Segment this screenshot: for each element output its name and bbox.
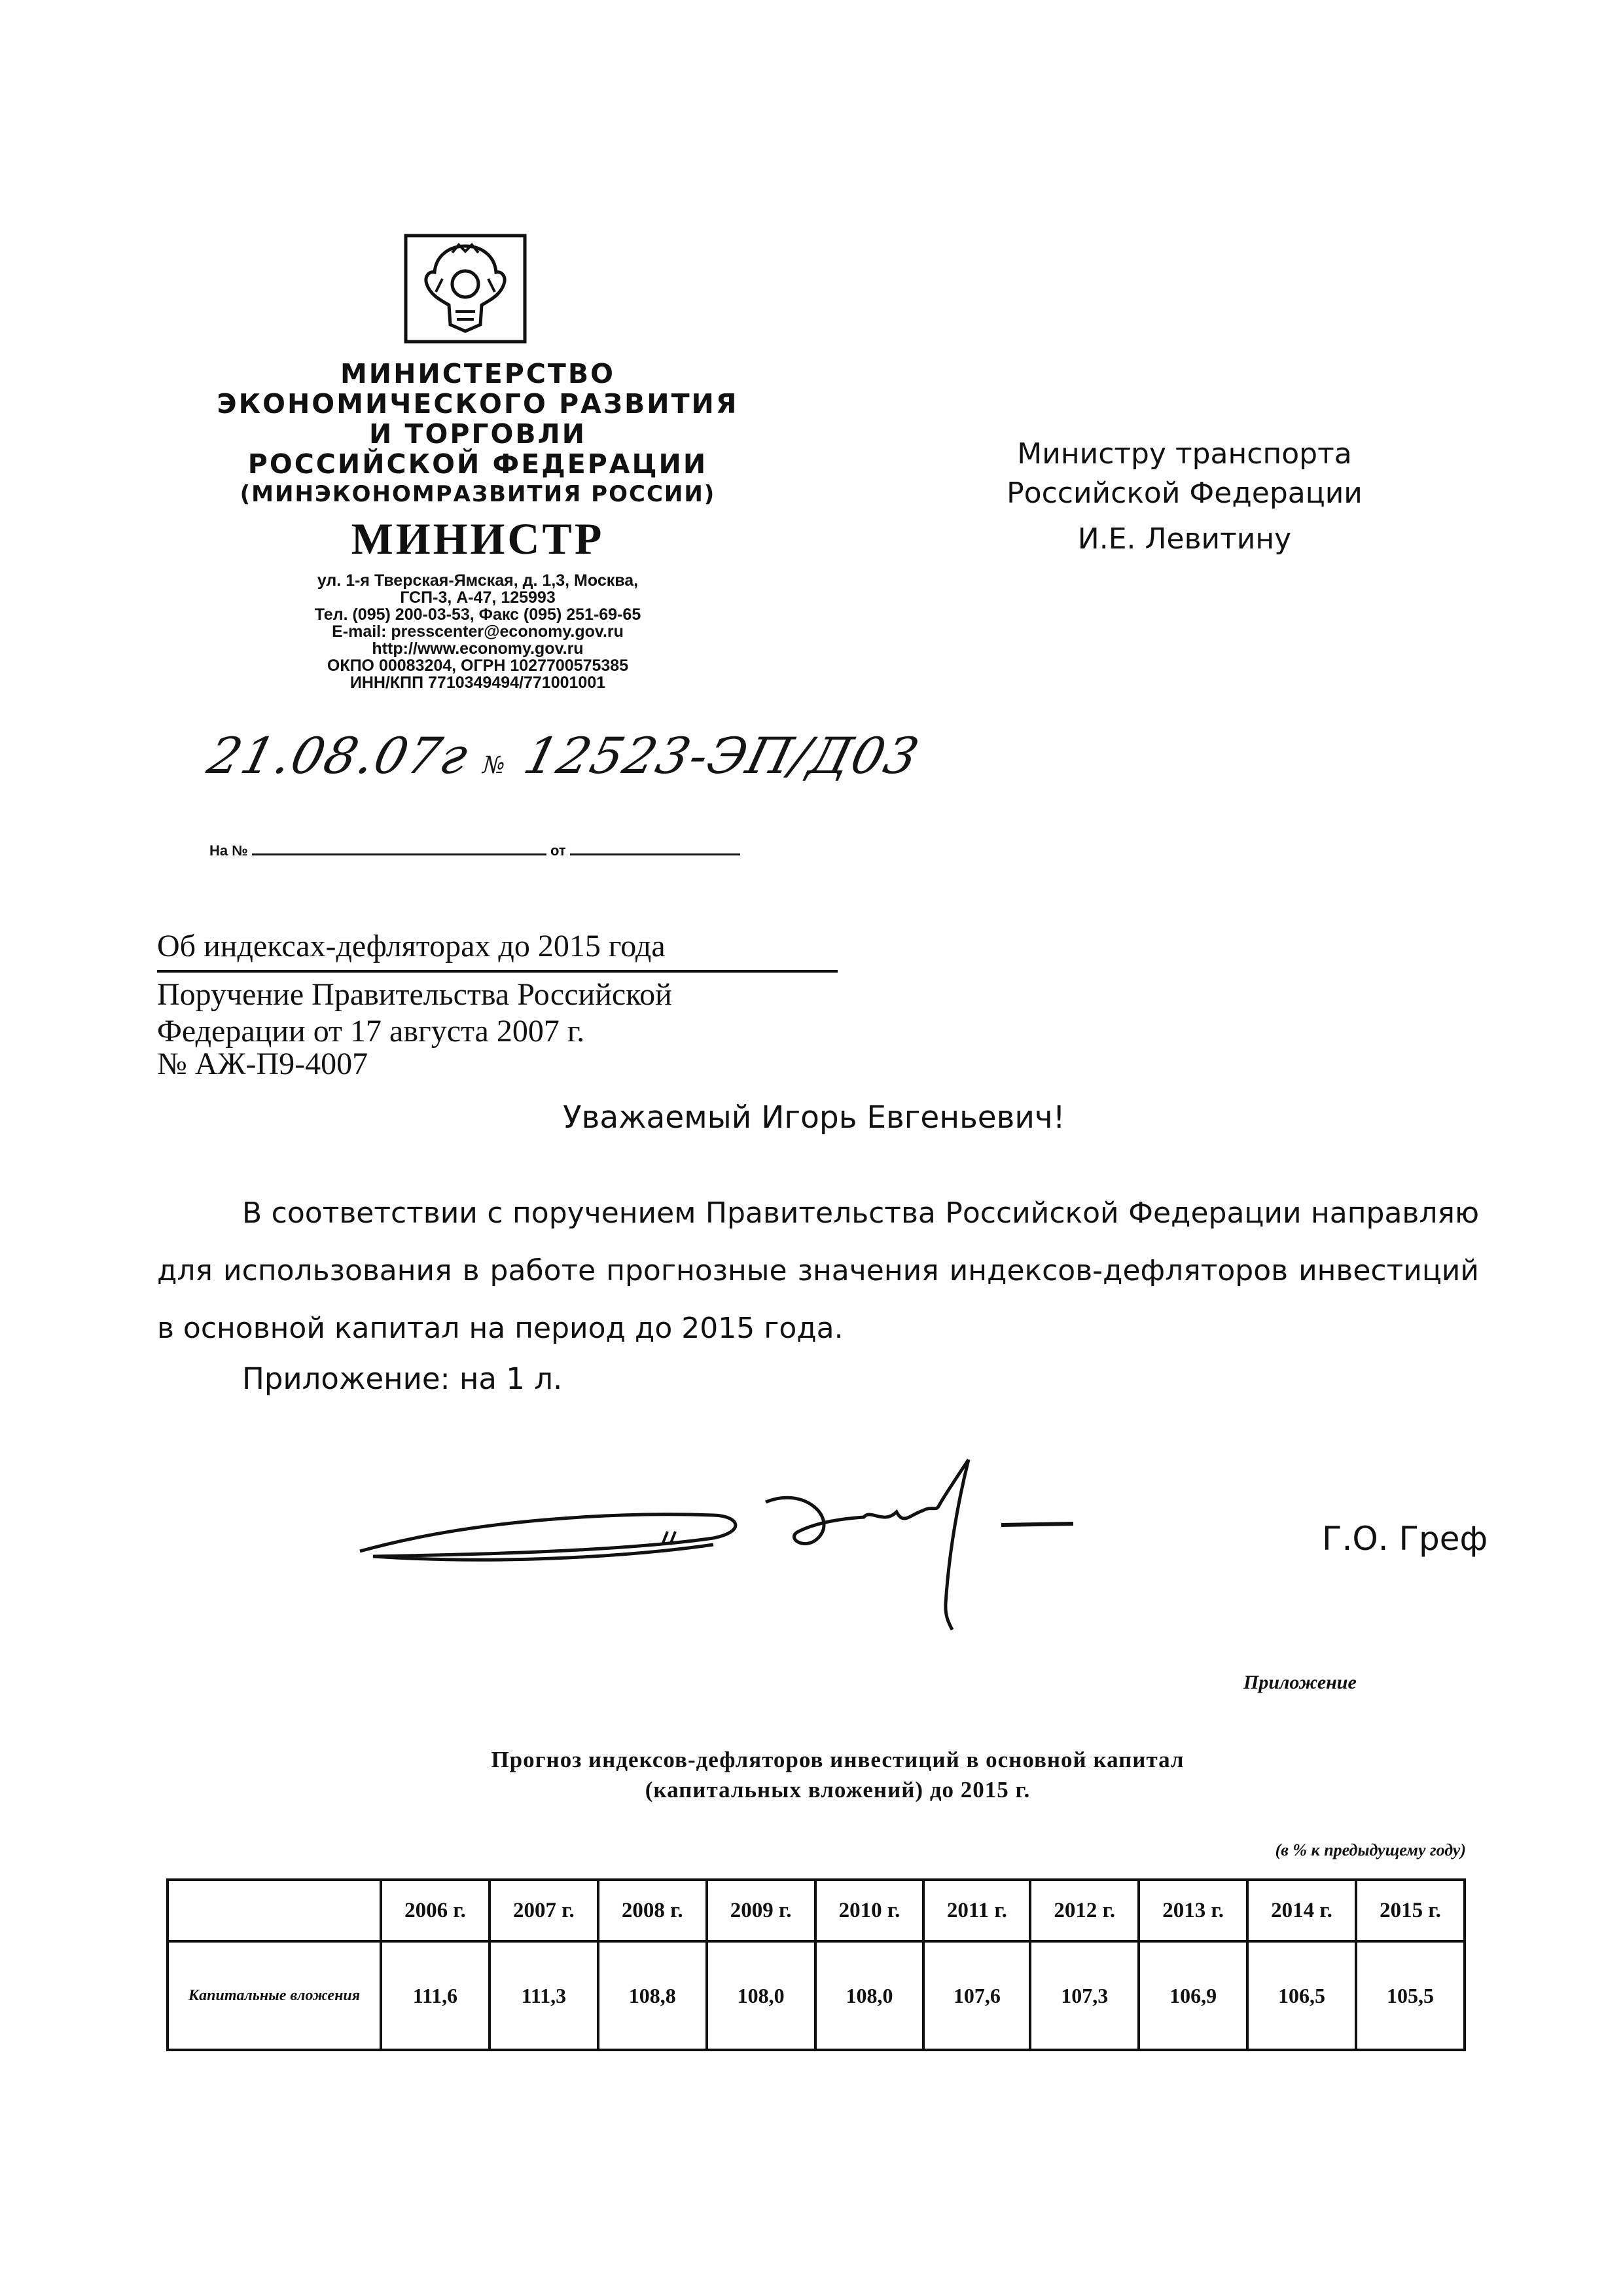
contact-line: http://www.economy.gov.ru (372, 639, 584, 658)
ministry-name (216, 359, 740, 479)
appendix-title-line: (капитальных вложений) до 2015 г. (645, 1777, 1031, 1803)
addressee-line: Российской Федерации (1007, 476, 1363, 510)
deflator-forecast-table (166, 1878, 1466, 2051)
table-corner-cell (168, 1880, 381, 1941)
table-units: (в % к предыдущему году) (1275, 1840, 1466, 1859)
table-cell: 108,8 (598, 1941, 707, 2050)
contact-line: Тел. (095) 200-03-53, Факс (095) 251-69-65 (314, 605, 641, 624)
sender-contacts (216, 572, 740, 691)
year-header: 2010 г. (815, 1880, 924, 1941)
table-cell: 105,5 (1356, 1941, 1465, 2050)
addressee-name: И.Е. Левитину (1077, 522, 1292, 556)
reference-date-label: от (550, 842, 566, 859)
attachment-note: Приложение: на 1 л. (242, 1361, 563, 1396)
subject-line: Поручение Правительства Российской (157, 977, 672, 1012)
table-cell: 106,9 (1139, 1941, 1247, 2050)
table-cell: 111,3 (490, 1941, 598, 2050)
year-header: 2006 г. (381, 1880, 490, 1941)
reference-line (209, 842, 740, 859)
contact-line: ОКПО 00083204, ОГРН 1027700575385 (327, 656, 629, 675)
handwritten-signature (347, 1440, 1145, 1636)
subject-title: Об индексах-дефляторах до 2015 года (157, 928, 838, 973)
table-cell: 107,3 (1030, 1941, 1139, 2050)
reference-number-label: На № (209, 842, 248, 859)
greeting: Уважаемый Игорь Евгеньевич! (563, 1100, 1065, 1136)
outgoing-date-number (202, 726, 925, 785)
ministry-abbreviation: (МИНЭКОНОМРАЗВИТИЯ РОССИИ) (240, 481, 716, 507)
addressee-line: Министру транспорта (1017, 437, 1352, 471)
subject-order-number: № АЖ-П9-4007 (157, 1047, 368, 1081)
reference-number-blank (252, 842, 546, 855)
table-cell: 106,5 (1247, 1941, 1356, 2050)
table-header-row (168, 1880, 1465, 1941)
ministry-name-line: МИНИСТЕРСТВО (340, 358, 615, 389)
ministry-name-line: РОССИЙСКОЙ ФЕДЕРАЦИИ (247, 448, 708, 480)
year-header: 2007 г. (490, 1880, 598, 1941)
letter-subject (157, 928, 851, 1081)
table-row (168, 1941, 1465, 2050)
ministry-name-line: ЭКОНОМИЧЕСКОГО РАЗВИТИЯ (217, 388, 739, 420)
reference-date-blank (570, 842, 740, 855)
outgoing-number: 12523-ЭП/Д03 (518, 726, 926, 785)
outgoing-date: 21.08.07г (202, 726, 475, 785)
row-label: Капитальные вложения (168, 1941, 381, 2050)
letter-body: В соответствии с поручением Правительства Российской Федерации направляю для использования в работе прогнозные значения индексов-дефляторов инвестиций в основной капитал на период до 2015 года. (157, 1196, 1479, 1345)
year-header: 2009 г. (707, 1880, 815, 1941)
year-header: 2012 г. (1030, 1880, 1139, 1941)
appendix-title-line: Прогноз индексов-дефляторов инвестиций в основной капитал (491, 1747, 1185, 1772)
year-header: 2008 г. (598, 1880, 707, 1941)
outgoing-number-mark: № (479, 752, 510, 779)
ministry-name-line: И ТОРГОВЛИ (368, 418, 587, 450)
year-header: 2013 г. (1139, 1880, 1247, 1941)
sender-title: МИНИСТР (351, 514, 605, 564)
year-header: 2014 г. (1247, 1880, 1356, 1941)
contact-line: ул. 1-я Тверская-Ямская, д. 1,3, Москва, (317, 571, 639, 590)
appendix-title (327, 1745, 1348, 1805)
year-header: 2011 г. (923, 1880, 1030, 1941)
contact-line: E-mail: presscenter@economy.gov.ru (332, 622, 624, 641)
table-cell: 111,6 (381, 1941, 490, 2050)
addressee-block (903, 435, 1466, 559)
contact-line: ГСП-3, А-47, 125993 (400, 588, 556, 607)
table-cell: 108,0 (815, 1941, 924, 2050)
coat-of-arms-emblem (403, 233, 527, 344)
contact-line: ИНН/КПП 7710349494/771001001 (349, 673, 606, 692)
appendix-label: Приложение (1243, 1672, 1357, 1693)
subject-line: Федерации от 17 августа 2007 г. (157, 1014, 585, 1049)
signer-name: Г.О. Греф (1322, 1520, 1488, 1558)
table-cell: 108,0 (707, 1941, 815, 2050)
table-cell: 107,6 (923, 1941, 1030, 2050)
year-header: 2015 г. (1356, 1880, 1465, 1941)
